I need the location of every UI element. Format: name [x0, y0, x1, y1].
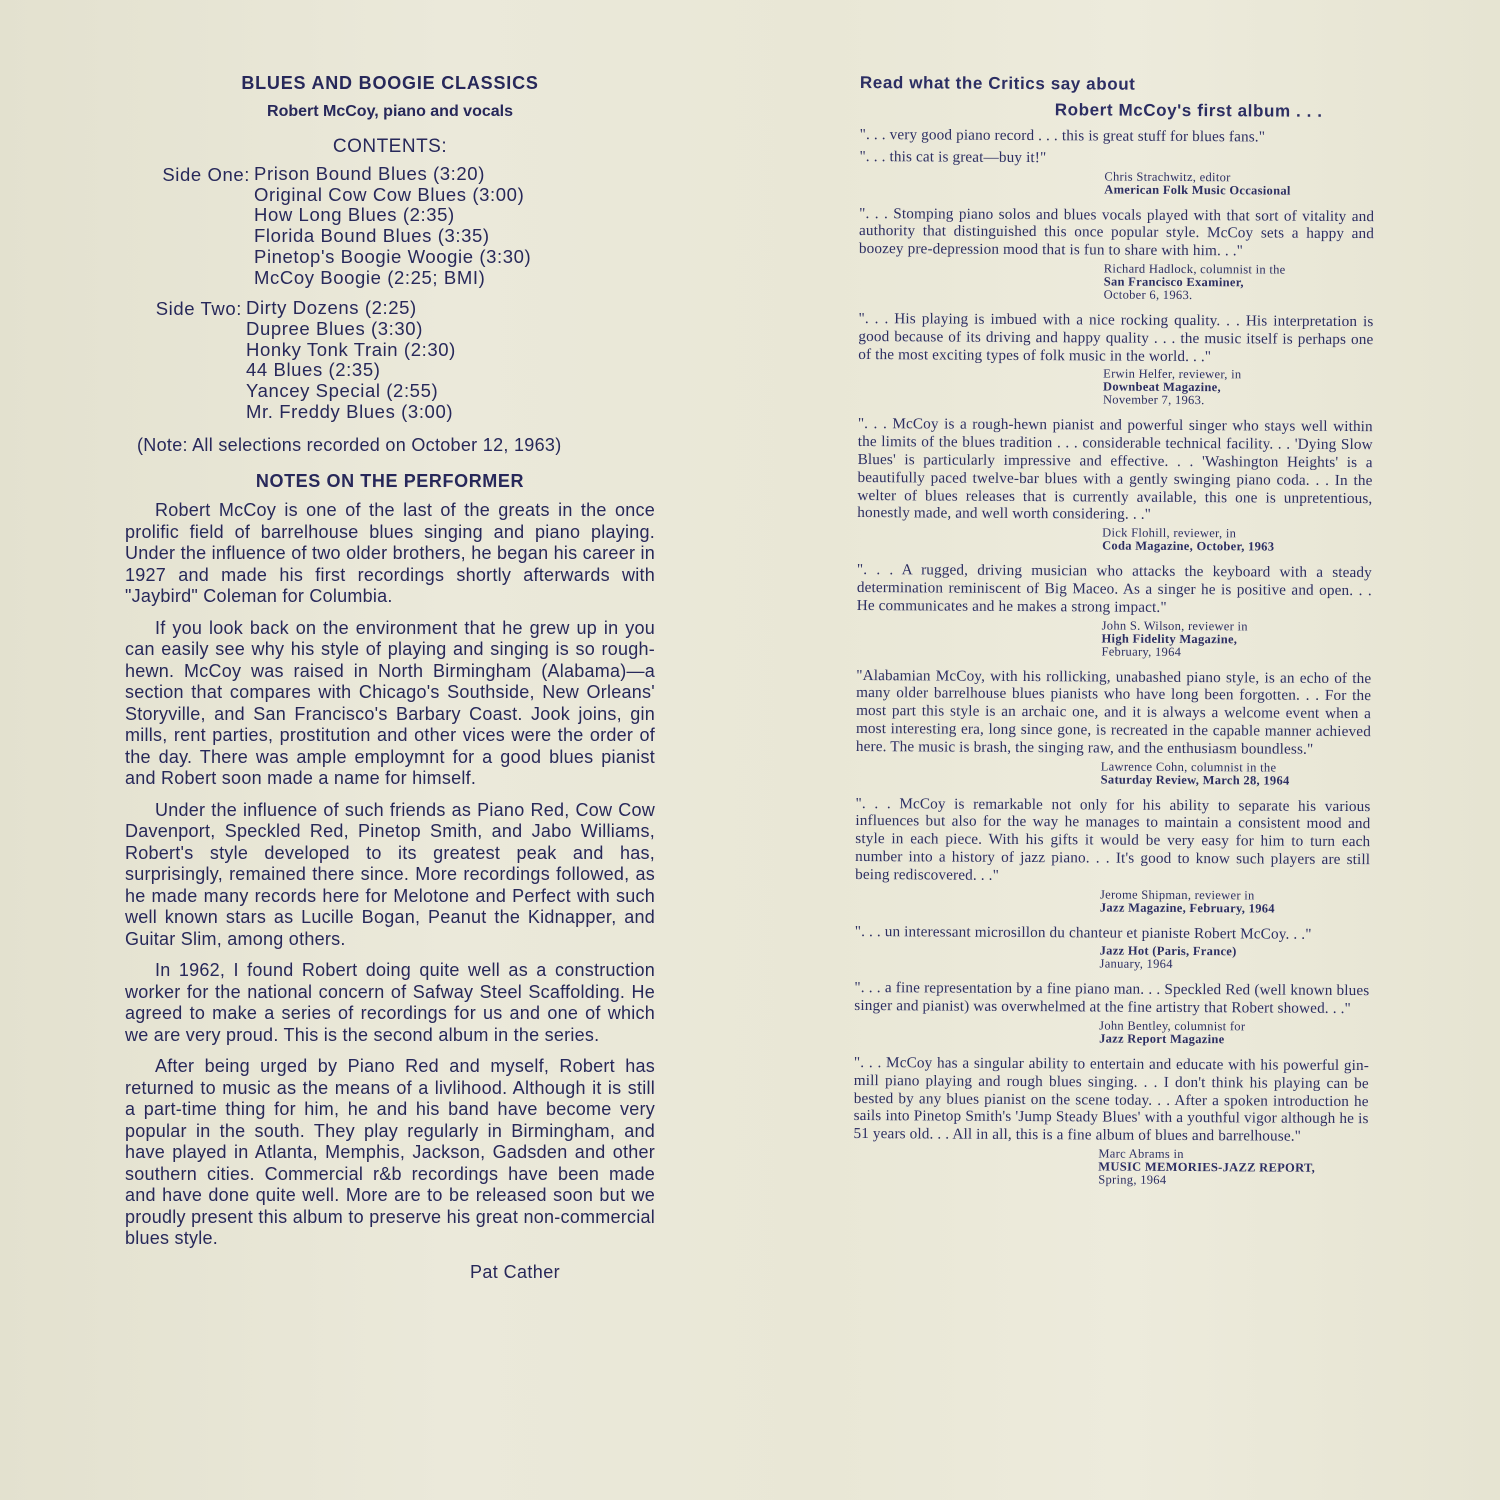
side-one — [125, 164, 655, 288]
reviewer-name: Chris Strachwitz, editor — [1104, 169, 1231, 184]
review-list — [853, 126, 1374, 1188]
publication-name: Downbeat Magazine, — [1103, 379, 1222, 395]
review-date: Spring, 1964 — [1098, 1172, 1167, 1187]
review-block — [854, 979, 1369, 1047]
left-column — [125, 70, 655, 1284]
notes-paragraph: In 1962, I found Robert doing quite well as a construction worker for the national concern of Safway Steel Scaffolding. He agreed to make a series of recordings for us and one of which we are very proud. This is the second album in the series. — [125, 960, 655, 1045]
album-subtitle: Robert McCoy, piano and vocals — [267, 103, 513, 120]
publication-name: San Francisco Examiner, — [1103, 274, 1244, 290]
side-two-label: Side Two: — [155, 298, 242, 320]
recording-note: (Note: All selections recorded on October 12, 1963) — [137, 435, 562, 456]
review-block — [856, 561, 1372, 660]
reviewer-name: Richard Hadlock, columnist in the — [1103, 261, 1286, 277]
review-quote: ". . . McCoy has a singular ability to entertain and educate with his powerful gin-mill piano playing and rough blues singing. . . I don't think his playing can be bested by any blues pianist on the scene today. . . After a spoken introduction he sails into Pinetop Smith's 'Jump Steady Blues' with a youthful vigor although he is 51 years old. . . All in all, this is a fine album of blues and barrelhouse." — [853, 1053, 1369, 1145]
review-quote: ". . . A rugged, driving musician who attacks the keyboard with a steady determination reminiscent of Big Maceo. As a singer he is positive and open. . . He communicates and he makes a strong impact." — [856, 561, 1373, 616]
notes-heading: NOTES ON THE PERFORMER — [255, 471, 525, 492]
track-item: Mr. Freddy Blues (3:00) — [246, 400, 454, 422]
review-block — [855, 795, 1371, 916]
track-item: How Long Blues (2:35) — [254, 204, 455, 226]
side-one-label: Side One: — [162, 164, 250, 185]
publication-name: American Folk Music Occasional — [1104, 182, 1291, 198]
review-attribution — [1100, 888, 1370, 916]
review-date: October 6, 1963. — [1103, 287, 1193, 303]
track-item: Original Cow Cow Blues (3:00) — [254, 183, 525, 205]
review-quote: "Alabamian McCoy, with his rollicking, unabashed piano style, is an echo of the many older barrelhouse blues pianists who have long been forgotten. . . For the most part this style is an archaic one, and it is always a welcome event when a most interesting era, long since gone, is recreated in the capable manner achieved here. The music is brash, the singing raw, and the enthusiasm boundless." — [855, 666, 1372, 758]
reviewer-name: Jerome Shipman, reviewer in — [1099, 886, 1255, 902]
review-attribution — [1101, 760, 1371, 788]
publication-name: Jazz Magazine, February, 1964 — [1099, 899, 1275, 916]
review-quote: ". . . Stomping piano solos and blues vocals played with that sort of vitality and authority that distinguished this once popular style. McCoy sets a happy and boozey pre-depression mood that is fun to share with him. . ." — [858, 204, 1375, 260]
review-attribution — [1101, 619, 1371, 660]
publication-name: Jazz Report Magazine — [1099, 1031, 1225, 1047]
review-block — [858, 310, 1374, 409]
publication-name: Jazz Hot (Paris, France) — [1099, 943, 1237, 959]
track-item: Prison Bound Blues (3:20) — [254, 163, 485, 184]
track-item: Dirty Dozens (2:25) — [246, 297, 417, 319]
review-attribution — [1104, 262, 1374, 303]
reviewer-name: Marc Abrams in — [1098, 1146, 1184, 1161]
review-quote: ". . . His playing is imbued with a nice rocking quality. . . His interpretation is good because of its driving and happy quality . . . the music itself is perhaps one of the most exciting types of folk music in the world. . ." — [858, 309, 1374, 365]
review-block — [856, 667, 1372, 788]
track-item: Yancey Special (2:55) — [246, 380, 439, 402]
review-block — [855, 922, 1370, 972]
notes-paragraph: If you look back on the environment that he grew up in you can easily see why his style of playing and singing is so rough-hewn. McCoy was raised in North Birmingham (Alabama)—a section that compares with Chicago's Southside, New Orleans' Storyville, and San Francisco's Barbary Coast. Jook joins, gin mills, rent parties, prostitution and other vices were the order of the day. There was ample employmnt for a good blues pianist and Robert soon made a name for himself. — [125, 617, 655, 789]
review-attribution — [1098, 1147, 1368, 1188]
review-attribution — [1104, 170, 1374, 198]
signature: Pat Cather — [469, 1261, 560, 1282]
review-attribution — [1099, 1019, 1369, 1047]
side-two — [125, 298, 655, 422]
review-block — [859, 205, 1375, 304]
review-quote: ". . . McCoy is a rough-hewn pianist and powerful singer who stays well within the limits of the blues tradition . . . considerable technical facility. . . 'Dying Slow Blues' is particularly impressive and effective. . . 'Washington Heights' is a beautifully paced twelve-bar blues with a gently swinging piano coda. . . In the welter of blues releases that is currently available, this one is unpretentious, honestly made, and well worth considering. . ." — [857, 415, 1373, 524]
contents-heading: CONTENTS: — [332, 136, 448, 157]
reviewer-name: Dick Flohill, reviewer, in — [1102, 525, 1237, 541]
review-quote: ". . . un interessant microsillon du chanteur et pianiste Robert McCoy. . ." — [854, 922, 1312, 943]
reviewer-name: John Bentley, columnist for — [1099, 1018, 1246, 1034]
review-attribution — [1100, 945, 1370, 973]
critics-subheading: Robert McCoy's first album . . . — [1054, 100, 1323, 121]
review-quote: ". . . McCoy is remarkable not only for his ability to separate his various influences but also for the way he manages to maintain a consistent mood and style in each piece. With his gifts it would be very easy for him to turn each number into a history of jazz piano. . . It's good to know such players are still being rediscovered. . ." — [855, 794, 1371, 884]
review-date: November 7, 1963. — [1102, 392, 1205, 408]
reviewer-name: Erwin Helfer, reviewer, in — [1103, 366, 1242, 382]
notes-paragraph: After being urged by Piano Red and myself, Robert has returned to music as the means of a livlihood. Although it is still a part-time thing for him, he and his band have become very popular in the south. They play regularly in Birmingham, and have played in Atlanta, Memphis, Jackson, Gadsden and other southern cities. Commercial r&b recordings have been made and have done quite well. More are to be released soon but we proudly present this album to preserve his great non-commercial blues style. — [125, 1056, 655, 1249]
review-date: February, 1964 — [1101, 644, 1182, 659]
review-quote: ". . . a fine representation by a fine piano man. . . Speckled Red (well known blues singer and pianist) was overwhelmed at the fine artistry that Robert showed. . ." — [854, 979, 1370, 1018]
review-quote: ". . . this cat is great—buy it!" — [859, 147, 1047, 166]
review-quote: ". . . very good piano record . . . this is great stuff for blues fans." — [859, 125, 1266, 146]
track-item: Florida Bound Blues (3:35) — [254, 225, 490, 247]
publication-name: High Fidelity Magazine, — [1101, 631, 1238, 646]
notes-paragraph: Robert McCoy is one of the last of the greats in the once prolific field of barrelhouse blues singing and piano playing. Under the influence of two older brothers, he began his career in 1927 and made his first recordings shortly afterwards with "Jaybird" Coleman for Columbia. — [125, 500, 655, 607]
review-block — [853, 1054, 1369, 1188]
reviewer-name: John S. Wilson, reviewer in — [1101, 618, 1248, 633]
track-item: Honky Tonk Train (2:30) — [246, 338, 456, 360]
notes-paragraph: Under the influence of such friends as Piano Red, Cow Cow Davenport, Speckled Red, Pinetop Smith, and Jabo Williams, Robert's style developed to its greatest peak and has, surprisingly, remained there since. More recordings followed, as he made many records here for Melotone and Perfect with such well known stars as Lucille Bogan, Peanut the Kidnapper, and Guitar Slim, among others. — [125, 799, 655, 949]
publication-name: MUSIC MEMORIES-JAZZ REPORT, — [1098, 1159, 1316, 1175]
publication-name: Coda Magazine, October, 1963 — [1102, 538, 1275, 554]
track-item: Pinetop's Boogie Woogie (3:30) — [254, 245, 532, 267]
review-block — [859, 126, 1374, 198]
side-one-tracklist — [254, 164, 531, 288]
track-item: 44 Blues (2:35) — [246, 359, 381, 381]
track-item: Dupree Blues (3:30) — [246, 317, 423, 339]
album-title: BLUES AND BOOGIE CLASSICS — [241, 73, 539, 93]
right-column — [853, 72, 1375, 1198]
review-block — [857, 415, 1373, 554]
publication-name: Saturday Review, March 28, 1964 — [1100, 772, 1290, 788]
track-item: McCoy Boogie (2:25; BMI) — [254, 266, 486, 288]
side-two-tracklist — [246, 298, 456, 422]
review-attribution — [1103, 368, 1373, 409]
review-date: January, 1964 — [1099, 956, 1173, 972]
critics-heading: Read what the Critics say about — [859, 72, 1136, 94]
reviewer-name: Lawrence Cohn, columnist in the — [1100, 759, 1277, 775]
review-attribution — [1102, 527, 1372, 555]
